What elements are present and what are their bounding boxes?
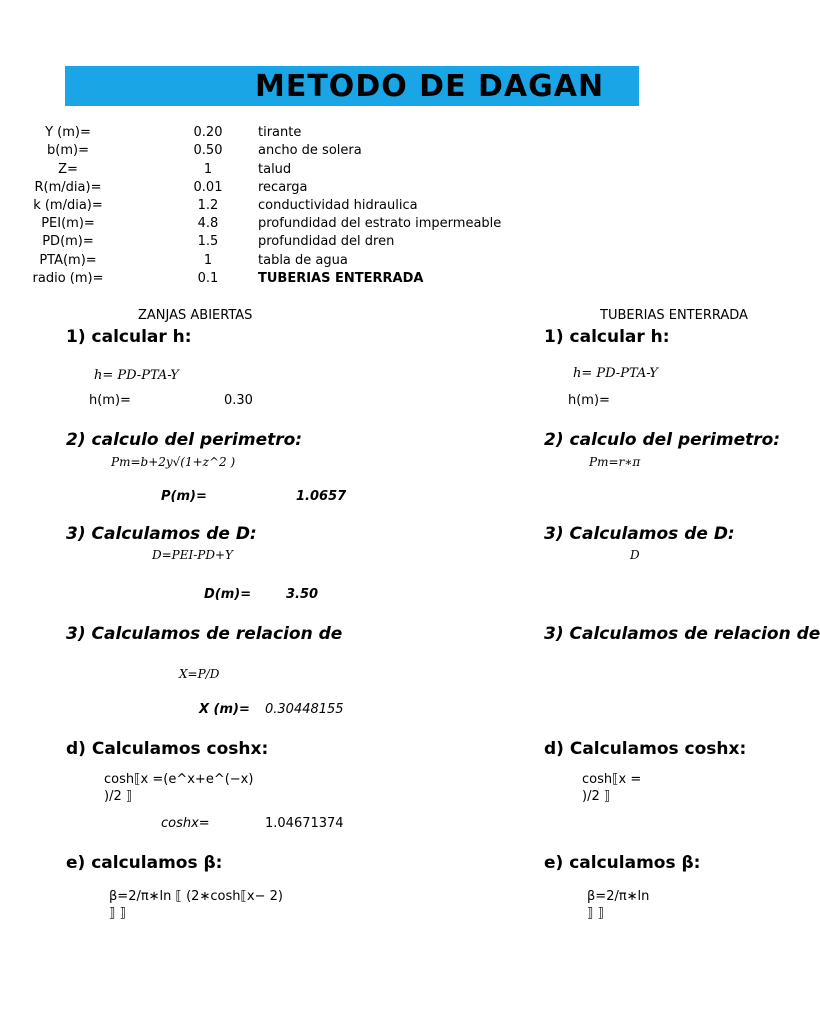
- result-label: P(m)=: [161, 489, 207, 504]
- formula: ⟧ ⟧: [587, 906, 605, 921]
- param-label: R(m/dia)=: [34, 180, 102, 195]
- result-label: coshx=: [161, 816, 210, 831]
- formula: )/2 ⟧: [104, 789, 133, 804]
- result-value: 1.04671374: [265, 816, 344, 831]
- section-heading: e) calculamos β:: [544, 853, 701, 873]
- section-heading: d) Calculamos coshx:: [544, 739, 747, 759]
- param-value: 4.8: [197, 216, 219, 231]
- param-label: k (m/dia)=: [33, 198, 103, 213]
- param-desc: profundidad del estrato impermeable: [258, 216, 502, 231]
- param-desc: tirante: [258, 125, 302, 140]
- param-desc: talud: [258, 162, 292, 177]
- formula: h= PD-PTA-Y: [94, 368, 179, 383]
- param-value: 1: [203, 253, 213, 268]
- result-value: 0.30448155: [265, 702, 344, 717]
- param-label: Z=: [58, 162, 78, 177]
- result-label: h(m)=: [568, 393, 610, 408]
- column-header: TUBERIAS ENTERRADA: [600, 308, 748, 323]
- formula: β=2/π∗ln ⁡⟦ (2∗cosh⟦x− 2): [109, 889, 283, 904]
- formula: D=PEI-PD+Y: [152, 548, 233, 562]
- param-value: 0.1: [197, 271, 219, 286]
- param-value: 1: [203, 162, 213, 177]
- section-heading: 3) Calculamos de D:: [66, 524, 257, 544]
- formula: β=2/π∗ln: [587, 889, 650, 904]
- formula: X=P/D: [179, 667, 220, 681]
- formula: )/2 ⟧: [582, 789, 611, 804]
- formula: cosh⟦x =(e^x+e^(−x): [104, 772, 254, 787]
- formula: h= PD-PTA-Y: [573, 366, 658, 381]
- param-value: 0.01: [193, 180, 223, 195]
- result-label: h(m)=: [89, 393, 131, 408]
- param-desc: profundidad del dren: [258, 234, 395, 249]
- param-value: 0.20: [193, 125, 223, 140]
- formula: Pm=r∗π: [589, 455, 641, 469]
- result-value: 0.30: [224, 393, 253, 408]
- param-desc: ancho de solera: [258, 143, 362, 158]
- section-heading: 3) Calculamos de relacion de: [66, 624, 343, 644]
- section-heading: 1) calcular h:: [544, 327, 670, 347]
- formula: D: [630, 548, 640, 562]
- result-value: 3.50: [286, 587, 319, 602]
- param-value: 0.50: [193, 143, 223, 158]
- section-heading: 3) Calculamos de relacion de: [544, 624, 820, 644]
- result-label: X (m)=: [199, 702, 250, 717]
- param-label: Y (m)=: [45, 125, 91, 140]
- section-heading: 3) Calculamos de D:: [544, 524, 735, 544]
- section-heading: d) Calculamos coshx:: [66, 739, 269, 759]
- section-heading: 2) calculo del perimetro:: [66, 430, 303, 450]
- formula: cosh⟦x =: [582, 772, 642, 787]
- section-heading: 1) calcular h:: [66, 327, 192, 347]
- section-heading: e) calculamos β:: [66, 853, 223, 873]
- param-label: PEI(m)=: [41, 216, 95, 231]
- param-label: radio (m)=: [32, 271, 104, 286]
- param-value: 1.2: [197, 198, 219, 213]
- param-label: PTA(m)=: [39, 253, 97, 268]
- column-header: ZANJAS ABIERTAS: [138, 308, 253, 323]
- page-title: METODO DE DAGAN: [255, 69, 605, 104]
- formula: Pm=b+2y√(1+z^2 ): [111, 455, 236, 469]
- result-value: 1.0657: [296, 489, 347, 504]
- param-label: b(m)=: [47, 143, 89, 158]
- formula: ⟧ ⟧: [109, 906, 127, 921]
- param-desc: recarga: [258, 180, 308, 195]
- param-label: PD(m)=: [42, 234, 94, 249]
- result-label: D(m)=: [204, 587, 252, 602]
- param-desc: tabla de agua: [258, 253, 348, 268]
- section-heading: 2) calculo del perimetro:: [544, 430, 781, 450]
- param-desc: conductividad hidraulica: [258, 198, 418, 213]
- param-value: 1.5: [197, 234, 219, 249]
- param-desc: TUBERIAS ENTERRADA: [258, 271, 424, 286]
